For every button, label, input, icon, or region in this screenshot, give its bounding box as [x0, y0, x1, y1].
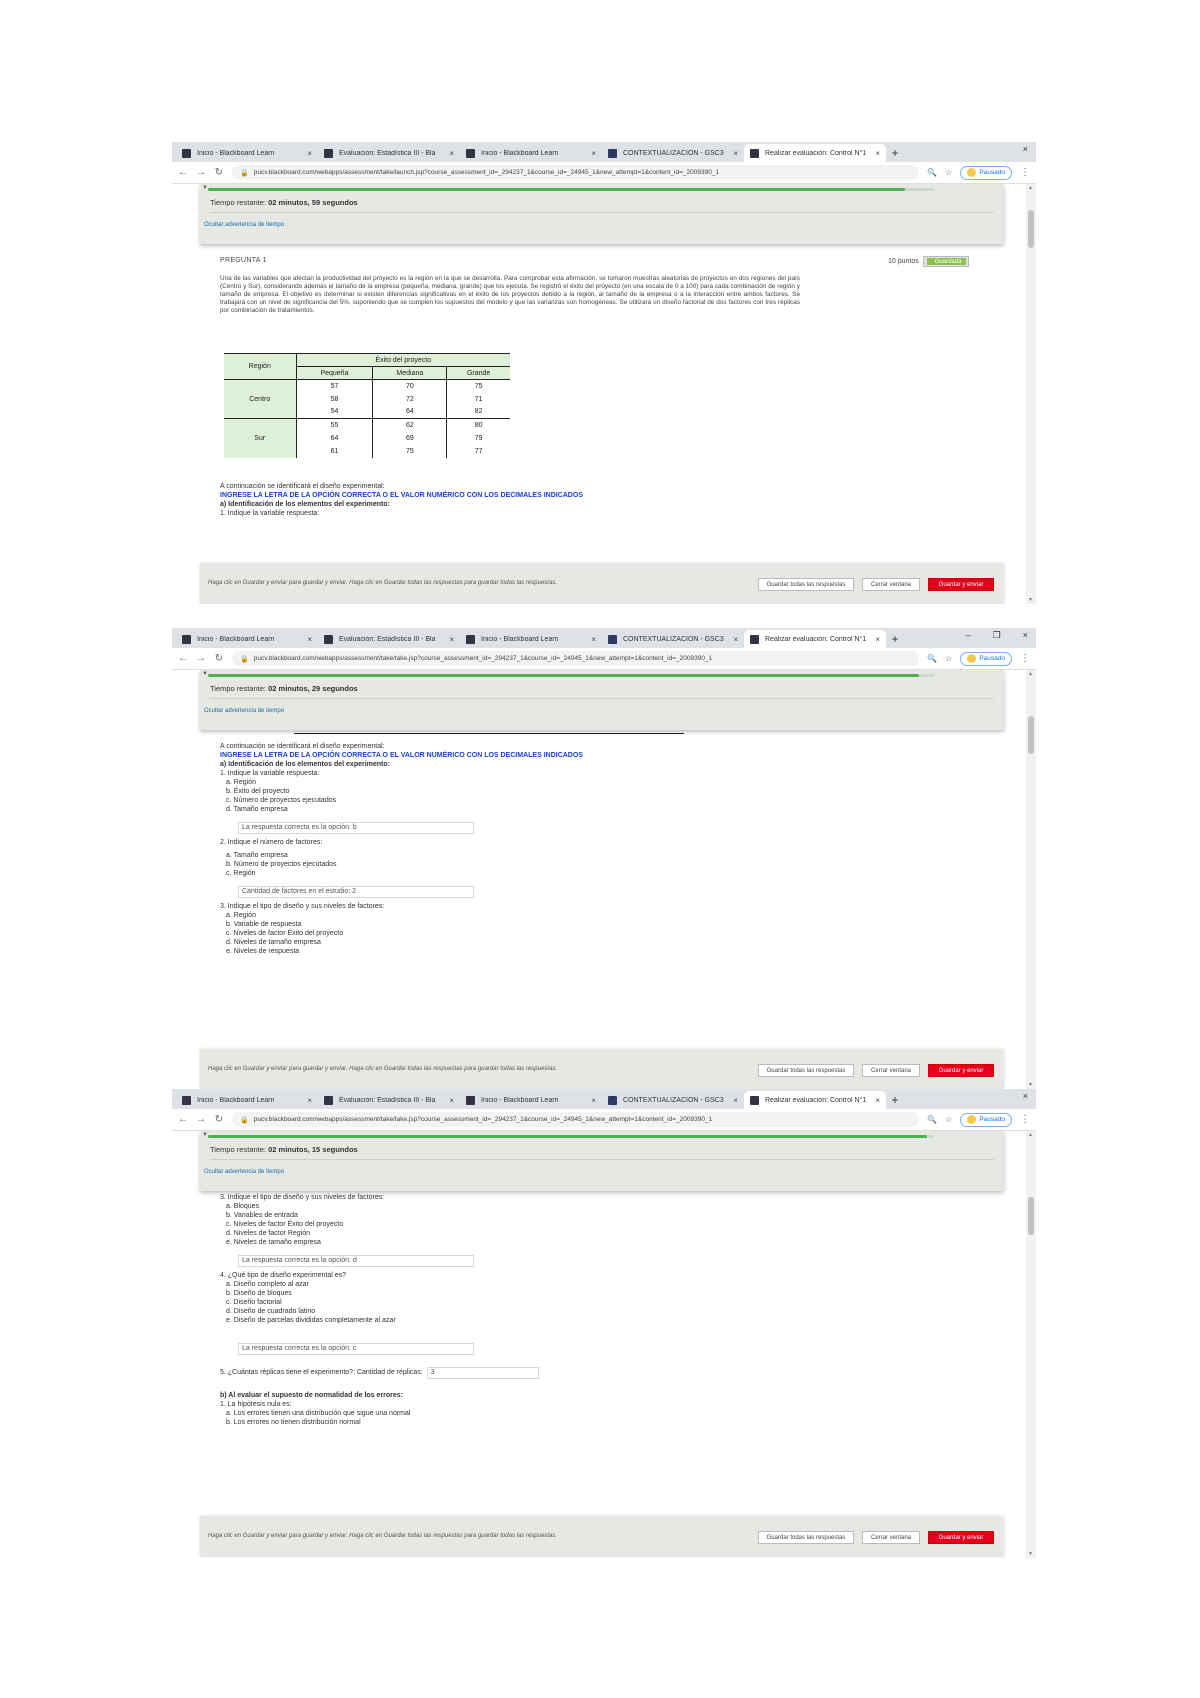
hide-timer-link[interactable]: Ocultar advertencia de tiempo	[204, 222, 285, 228]
close-window-icon[interactable]: ×	[1022, 144, 1028, 154]
q1-text: 1. Indique la variable respuesta:	[220, 509, 320, 517]
table-cell: 64	[330, 434, 339, 442]
tab-3[interactable]: Inicio - Blackboard Learn ×	[460, 1091, 602, 1109]
screenshot-1	[172, 142, 1036, 604]
lock-icon: 🔒	[240, 1116, 249, 1124]
menu-icon[interactable]: ⋮	[1020, 653, 1030, 664]
timer-value: 02 minutos, 15 segundos	[268, 1145, 358, 1154]
address-bar	[172, 162, 1036, 184]
scroll-thumb[interactable]	[1028, 210, 1034, 248]
close-window-button[interactable]: Cerrar ventana	[862, 1064, 920, 1077]
reload-icon[interactable]: ↻	[214, 1114, 224, 1125]
table-cell: 79	[447, 432, 510, 445]
profile-button[interactable]: Pausado	[960, 166, 1012, 180]
list-item: b. Los errores no tienen distribución normal	[226, 1419, 361, 1426]
intro-text: A continuación se identificará el diseño experimental:	[220, 743, 385, 750]
blackboard-icon	[324, 149, 333, 158]
page-content	[172, 670, 1026, 1089]
instruction-text: INGRESE LA LETRA DE LA OPCIÓN CORRECTA O EL VALOR NUMÉRICO CON LOS DECIMALES INDICADOS	[220, 752, 583, 759]
list-item: b. Diseño de bloques	[226, 1290, 292, 1297]
list-item: b. Variables de entrada	[226, 1212, 298, 1219]
blackboard-icon	[466, 635, 475, 644]
close-tab-icon[interactable]: ×	[875, 1095, 880, 1105]
close-tab-icon[interactable]: ×	[733, 1095, 738, 1105]
group-name: Sur	[224, 419, 296, 458]
save-all-button[interactable]: Guardar todas las respuestas	[758, 578, 854, 591]
q5-text: 5. ¿Cuántas réplicas tiene el experimento?: Cantidad de réplicas:	[220, 1369, 423, 1376]
list-item: c. Número de proyectos ejecutados	[226, 797, 337, 804]
question-body	[220, 742, 820, 956]
forward-icon[interactable]: →	[196, 1114, 206, 1125]
scroll-up-icon[interactable]: ▲	[1028, 1132, 1033, 1138]
page-content	[172, 184, 1026, 604]
reload-icon[interactable]: ↻	[214, 167, 224, 178]
save-all-button[interactable]: Guardar todas las respuestas	[758, 1531, 854, 1544]
q1-options	[226, 778, 820, 814]
scrollbar[interactable]	[1026, 1131, 1036, 1558]
save-submit-button[interactable]: Guardar y enviar	[928, 578, 994, 591]
zoom-icon[interactable]: 🔍	[927, 1115, 938, 1124]
table-cell: 69	[373, 432, 447, 445]
close-tab-icon[interactable]: ×	[307, 1095, 312, 1105]
close-tab-icon[interactable]: ×	[307, 148, 312, 158]
close-tab-icon[interactable]: ×	[591, 1095, 596, 1105]
forward-icon[interactable]: →	[196, 653, 206, 664]
q6-options	[226, 1409, 820, 1427]
scroll-thumb[interactable]	[1028, 1197, 1034, 1235]
tab-5[interactable]: Realizar evaluación: Control N°1 ×	[744, 1091, 886, 1109]
tab-1[interactable]: Inicio - Blackboard Learn ×	[176, 144, 318, 162]
close-window-button[interactable]: Cerrar ventana	[862, 1531, 920, 1544]
window-controls	[1023, 1091, 1028, 1101]
list-item: b. Éxito del proyecto	[226, 788, 290, 795]
profile-button[interactable]: Pausado	[960, 652, 1012, 666]
subheader: Pequeña	[296, 367, 373, 380]
close-tab-icon[interactable]: ×	[307, 634, 312, 644]
q3-text: 3. Indique el tipo de diseño y sus niveles de factores:	[220, 903, 385, 910]
tab-bar	[172, 1089, 1036, 1109]
list-item: c. Niveles de factor Éxito del proyecto	[226, 1221, 344, 1228]
close-tab-icon[interactable]: ×	[591, 634, 596, 644]
q6-text: 1. La hipótesis nula es:	[220, 1401, 292, 1408]
star-icon[interactable]: ☆	[945, 1115, 953, 1124]
list-item: c. Región	[226, 870, 256, 877]
subheader: Grande	[447, 367, 510, 380]
q4-text: 4. ¿Qué tipo de diseño experimental es?	[220, 1272, 347, 1279]
menu-icon[interactable]: ⋮	[1020, 1114, 1030, 1125]
tab-bar	[172, 142, 1036, 162]
tab-4[interactable]: CONTEXTUALIZACIÓN - GSC3 ×	[602, 144, 744, 162]
list-item: b. Número de proyectos ejecutados	[226, 861, 337, 868]
question-body	[220, 1193, 820, 1427]
blackboard-icon	[182, 1096, 191, 1105]
blackboard-icon	[750, 635, 759, 644]
list-item: a. Tamaño empresa	[226, 852, 288, 859]
star-icon[interactable]: ☆	[945, 168, 953, 177]
table-cell: 55	[330, 421, 339, 429]
list-item: a. Región	[226, 779, 256, 786]
table-cell: 72	[373, 393, 447, 406]
school-icon	[608, 1096, 617, 1105]
part-b-heading: b) Al evaluar el supuesto de normalidad de los errores:	[220, 1392, 403, 1399]
url-field[interactable]: 🔒 pucv.blackboard.com/webapps/assessment/take/take.jsp?course_assessment_id=_294237_1&course_id=_24945_1&new_attempt=1&content_id=_2009390_1	[232, 651, 919, 666]
close-window-icon[interactable]: ×	[1022, 630, 1028, 640]
table-cell: 57	[330, 382, 339, 390]
table-cell: 82	[447, 406, 510, 419]
avatar	[967, 1115, 976, 1124]
address-bar	[172, 1109, 1036, 1131]
blackboard-icon	[466, 149, 475, 158]
intro-text: A continuación se identificará el diseño experimental:	[220, 482, 385, 490]
new-tab-button[interactable]: +	[891, 632, 899, 646]
window-controls	[966, 630, 1028, 641]
tab-4[interactable]: CONTEXTUALIZACIÓN - GSC3 ×	[602, 630, 744, 648]
scroll-up-icon[interactable]: ▲	[1028, 671, 1033, 677]
q3-options	[226, 911, 820, 956]
table-cell: 77	[447, 445, 510, 458]
list-item: a. Bloques	[226, 1203, 260, 1210]
list-item: c. Diseño factorial	[226, 1299, 282, 1306]
reload-icon[interactable]: ↻	[214, 653, 224, 664]
lock-icon: 🔒	[240, 169, 249, 177]
page-content	[172, 1131, 1026, 1558]
timer-label: Tiempo restante:	[210, 684, 266, 693]
list-item: b. Variable de respuesta	[226, 921, 302, 928]
forward-icon[interactable]: →	[196, 167, 206, 178]
time-progress-bar	[208, 1135, 934, 1138]
chevron-down-icon[interactable]: ▼	[202, 671, 208, 677]
time-progress-bar	[208, 674, 934, 677]
q3-options	[226, 1202, 820, 1247]
minimize-icon[interactable]: –	[965, 630, 971, 640]
footer-note: Haga clic en Guardar y enviar para guardar y enviar. Haga clic en Guardar todas las respuestas para guardar todas las respuestas.	[208, 1066, 557, 1072]
blackboard-icon	[750, 149, 759, 158]
zoom-icon[interactable]: 🔍	[927, 168, 938, 177]
question-scenario: Una de las variables que afectan la productividad del proyecto es la región en la que se desarrolla. Para comprobar esta afirmación, se tomaron muestras aleatorias de proyectos en dos regiones del país (Centro y Sur), considerando además el tamaño de la empresa (pequeña, mediana, grande) que los ejecuta. Se registró el éxito del proyecto (en una escala de 0 a 100) para cada combinación de región y tamaño de empresa. El objetivo es determinar si existen diferencias significativas en el éxito de los proyectos debido a la región, al tamaño de la empresa o a la interacción entre ambos factores. Se trabajará con un nivel de significancia del 5%, suponiendo que se cumplen los supuestos del modelo y que las varianzas son homogéneas. Se utilizará un diseño factorial de dos factores con tres réplicas por combinación de tratamientos.	[220, 275, 800, 314]
tab-3[interactable]: Inicio - Blackboard Learn ×	[460, 630, 602, 648]
q4-answer-field[interactable]: La respuesta correcta es la opción: c	[238, 1343, 474, 1355]
blackboard-icon	[182, 149, 191, 158]
screenshot-2	[172, 628, 1036, 1089]
q1-answer-field[interactable]: La respuesta correcta es la opción: b	[238, 822, 474, 834]
list-item: e. Niveles de tamaño empresa	[226, 1239, 321, 1246]
back-icon[interactable]: ←	[178, 167, 188, 178]
url-field[interactable]: 🔒 pucv.blackboard.com/webapps/assessment/take/launch.jsp?course_assessment_id=_294237_1&course_id=_24945_1&new_attempt=1&content_id=_2009390_1	[232, 165, 919, 180]
list-item: a. Los errores tienen una distribución que sigue una normal	[226, 1410, 411, 1417]
table-cell: 54	[296, 406, 373, 419]
footer-note: Haga clic en Guardar y enviar para guardar y enviar. Haga clic en Guardar todas las respuestas para guardar todas las respuestas.	[208, 580, 557, 586]
zoom-icon[interactable]: 🔍	[927, 654, 938, 663]
instruction-text: INGRESE LA LETRA DE LA OPCIÓN CORRECTA O EL VALOR NUMÉRICO CON LOS DECIMALES INDICADOS	[220, 491, 583, 499]
scroll-thumb[interactable]	[1028, 716, 1034, 754]
saved-status: Guardada	[923, 256, 969, 267]
footer-bar	[200, 1517, 1004, 1557]
q5-answer-field[interactable]: 3	[427, 1367, 539, 1379]
tab-bar	[172, 628, 1036, 648]
group-name: Centro	[224, 380, 296, 419]
table-cell: 64	[373, 406, 447, 419]
save-submit-button[interactable]: Guardar y enviar	[928, 1531, 994, 1544]
footer-note: Haga clic en Guardar y enviar para guardar y enviar. Haga clic en Guardar todas las respuestas para guardar todas las respuestas.	[208, 1533, 557, 1539]
avatar	[967, 654, 976, 663]
timer-panel	[200, 670, 1004, 730]
question-number: PREGUNTA 1	[220, 257, 267, 264]
address-bar	[172, 648, 1036, 670]
subheader: Mediana	[373, 367, 447, 380]
timer-value: 02 minutos, 59 segundos	[268, 198, 358, 207]
scroll-down-icon[interactable]: ▼	[1028, 1551, 1033, 1557]
list-item: d. Niveles de factor Región	[226, 1230, 311, 1237]
q2-text: 2. Indique el número de factores:	[220, 839, 323, 846]
back-icon[interactable]: ←	[178, 653, 188, 664]
tab-4[interactable]: CONTEXTUALIZACIÓN - GSC3 ×	[602, 1091, 744, 1109]
restore-icon[interactable]: ❐	[992, 630, 1001, 640]
blackboard-icon	[750, 1096, 759, 1105]
blackboard-icon	[324, 1096, 333, 1105]
table-cell: 80	[447, 419, 510, 432]
scrollbar[interactable]	[1026, 670, 1036, 1089]
close-window-button[interactable]: Cerrar ventana	[862, 578, 920, 591]
chevron-down-icon[interactable]: ▼	[202, 1132, 208, 1138]
avatar	[967, 168, 976, 177]
q3-text: 3. Indique el tipo de diseño y sus niveles de factores:	[220, 1194, 385, 1201]
window-controls	[1023, 144, 1028, 154]
save-submit-button[interactable]: Guardar y enviar	[928, 1064, 994, 1077]
back-icon[interactable]: ←	[178, 1114, 188, 1125]
q2-options	[226, 851, 820, 878]
scroll-up-icon[interactable]: ▲	[1028, 185, 1033, 191]
blackboard-icon	[324, 635, 333, 644]
timer-panel	[200, 184, 1004, 244]
table-bottom-edge	[294, 730, 684, 734]
close-tab-icon[interactable]: ×	[875, 634, 880, 644]
new-tab-button[interactable]: +	[891, 146, 899, 160]
tab-1[interactable]: Inicio - Blackboard Learn ×	[176, 1091, 318, 1109]
list-item: c. Niveles de factor Éxito del proyecto	[226, 930, 344, 937]
timer-panel	[200, 1131, 1004, 1191]
profile-button[interactable]: Pausado	[960, 1113, 1012, 1127]
part-a-heading: a) Identificación de los elementos del experimento:	[220, 761, 390, 768]
table-cell: 71	[447, 393, 510, 406]
list-item: d. Tamaño empresa	[226, 806, 288, 813]
close-tab-icon[interactable]: ×	[875, 148, 880, 158]
url-field[interactable]: 🔒 pucv.blackboard.com/webapps/assessment/take/take.jsp?course_assessment_id=_294237_1&course_id=_24945_1&new_attempt=1&content_id=_2009390_1	[232, 1112, 919, 1127]
table-cell: 75	[373, 445, 447, 458]
hide-timer-link[interactable]: Ocultar advertencia de tiempo	[204, 1169, 285, 1175]
header-group: Éxito del proyecto	[296, 354, 510, 367]
close-tab-icon[interactable]: ×	[591, 148, 596, 158]
scroll-down-icon[interactable]: ▼	[1028, 597, 1033, 603]
hide-timer-link[interactable]: Ocultar advertencia de tiempo	[204, 708, 285, 714]
list-item: e. Niveles de respuesta	[226, 948, 300, 955]
school-icon	[608, 635, 617, 644]
table-cell: 62	[373, 419, 447, 432]
table-cell: 75	[447, 380, 510, 393]
list-item: a. Diseño completo al azar	[226, 1281, 309, 1288]
list-item: d. Niveles de tamaño empresa	[226, 939, 321, 946]
star-icon[interactable]: ☆	[945, 654, 953, 663]
close-tab-icon[interactable]: ×	[449, 1095, 454, 1105]
close-tab-icon[interactable]: ×	[449, 148, 454, 158]
tab-2[interactable]: Evaluación: Estadística III - Bla ×	[318, 1091, 460, 1109]
tab-5[interactable]: Realizar evaluación: Control N°1 ×	[744, 144, 886, 162]
screenshot-3	[172, 1089, 1036, 1558]
timer-label: Tiempo restante:	[210, 198, 266, 207]
table-cell: 58	[330, 395, 339, 403]
tab-5[interactable]: Realizar evaluación: Control N°1 ×	[744, 630, 886, 648]
scrollbar[interactable]	[1026, 184, 1036, 604]
timer-value: 02 minutos, 29 segundos	[268, 684, 358, 693]
header-region: Región	[224, 354, 296, 380]
footer-bar	[200, 564, 1004, 604]
q4-options	[226, 1280, 820, 1325]
time-progress-bar	[208, 188, 934, 191]
blackboard-icon	[182, 635, 191, 644]
scroll-down-icon[interactable]: ▼	[1028, 1082, 1033, 1088]
new-tab-button[interactable]: +	[891, 1093, 899, 1107]
tab-2[interactable]: Evaluación: Estadística III - Bla ×	[318, 630, 460, 648]
tab-2[interactable]: Evaluación: Estadística III - Bla ×	[318, 144, 460, 162]
close-window-icon[interactable]: ×	[1022, 1091, 1028, 1101]
menu-icon[interactable]: ⋮	[1020, 167, 1030, 178]
data-table	[224, 353, 510, 458]
chevron-down-icon[interactable]: ▼	[202, 185, 208, 191]
list-item: a. Región	[226, 912, 256, 919]
part-a-heading: a) Identificación de los elementos del experimento:	[220, 500, 390, 508]
q3-answer-field[interactable]: La respuesta correcta es la opción: d	[238, 1255, 474, 1267]
tab-1[interactable]: Inicio - Blackboard Learn ×	[176, 630, 318, 648]
list-item: e. Diseño de parcelas divididas completamente al azar	[226, 1317, 396, 1324]
footer-bar	[200, 1050, 1004, 1089]
timer-label: Tiempo restante:	[210, 1145, 266, 1154]
blackboard-icon	[466, 1096, 475, 1105]
q2-answer-field[interactable]: Cantidad de factores en el estudio: 2	[238, 886, 474, 898]
table-cell: 61	[330, 447, 339, 455]
points-indicator: 10 puntos Guardada	[888, 256, 969, 267]
school-icon	[608, 149, 617, 158]
close-tab-icon[interactable]: ×	[449, 634, 454, 644]
list-item: d. Diseño de cuadrado latino	[226, 1308, 316, 1315]
close-tab-icon[interactable]: ×	[733, 148, 738, 158]
q1-text: 1. Indique la variable respuesta:	[220, 770, 320, 777]
tab-3[interactable]: Inicio - Blackboard Learn ×	[460, 144, 602, 162]
lock-icon: 🔒	[240, 655, 249, 663]
table-cell: 70	[373, 380, 447, 393]
question-body	[220, 256, 800, 518]
close-tab-icon[interactable]: ×	[733, 634, 738, 644]
save-all-button[interactable]: Guardar todas las respuestas	[758, 1064, 854, 1077]
